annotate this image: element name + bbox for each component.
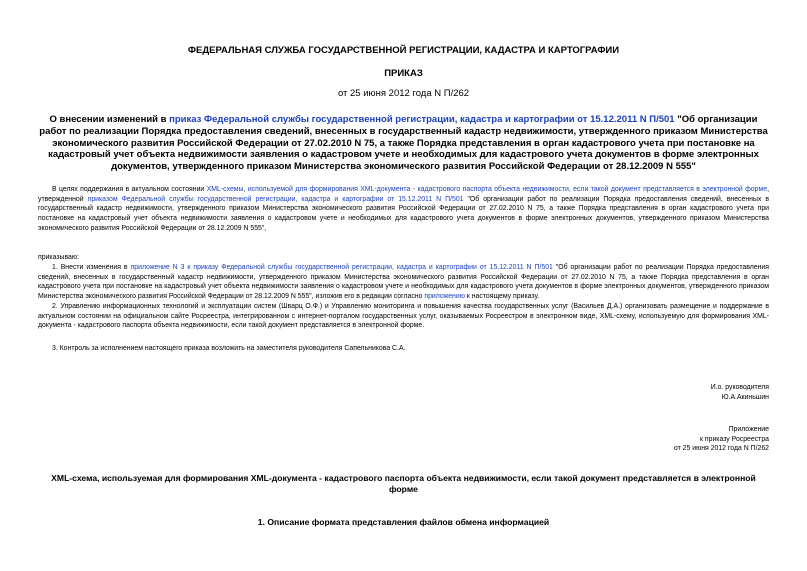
section-1-title: 1. Описание формата представления файлов обмена информацией	[257, 517, 550, 527]
signature-name: Ю.А.Акиньшин	[721, 393, 769, 401]
item1-text-3: к настоящему приказу.	[464, 293, 540, 301]
order-title	[38, 114, 769, 173]
appendix-line-3: от 25 июня 2012 года N П/262	[673, 445, 769, 453]
orders-word: приказываю:	[38, 254, 79, 261]
order-date-line: от 25 июня 2012 года N П/262	[337, 88, 470, 99]
title-prefix: О внесении изменений в	[49, 114, 170, 125]
signature-block	[711, 383, 769, 402]
preamble-paragraph	[38, 185, 769, 234]
order-item-3: 3. Контроль за исполнением настоящего приказа возложить на заместителя руководителя Сапельникова С.А.	[52, 345, 406, 352]
item1-text-2: "Об организации работ по реализации Порядка предоставления сведений, внесенных в государственный кадастр недвижимости, утвержденного приказом Министерства экономического развития Российской Федерации от 27.02.2010 N 75, а также Порядка представления в орган кадастрового учета при постановке на кадастровый учет объекта недвижимости заявления о кадастровом учете и необходимых для кадастрового учета документов в форме электронных документов, утвержденного приказом Министерства экономического развития Российской Федерации от 28.12.2009 N 555", изложив его в редакции согласно	[38, 264, 769, 301]
schema-title: XML-схема, используемая для формирования XML-документа - кадастрового паспорта объекта недвижимости, если такой документ представляется в электронной форме	[51, 473, 756, 494]
preamble-text-3: "Об организации работ по реализации Порядка предоставления сведений, внесенных в государственный кадастр недвижимости, утвержденного приказом Министерства экономического развития Российской Федерации от 27.02.2010 N 75, а также Порядка представления в орган кадастрового учета при постановке на кадастровый учет объекта недвижимости заявления о кадастровом учете и необходимых для кадастрового учета документов в форме электронных документов, утвержденного приказом Министерства экономического развития Российской Федерации от 28.12.2009 N 555",	[38, 195, 769, 232]
item1-link-appendix[interactable]: приложению	[424, 293, 465, 301]
preamble-text-2: , утвержденной	[38, 186, 769, 203]
appendix-line-1: Приложение	[728, 426, 769, 433]
preamble-link-xml-schema[interactable]: XML-схемы, используемой для формирования XML-документа - кадастрового паспорта объекта недвижимости, если такой документ представляется в электронной форме	[206, 186, 768, 193]
title-rest: "Об организации работ по реализации Порядка предоставления сведений, внесенных в государственный кадастр недвижимости, утвержденного приказом Министерства экономического развития Российской Федерации от 27.02.2010 N 75, а также Порядка представления в орган кадастрового учета при постановке на кадастровый учет объекта недвижимости заявления о кадастровом учете и необходимых для кадастрового учета документов в форме электронных документов, утвержденного приказом Министерства экономического развития Российской Федерации от 28.12.2009 N 555"	[39, 114, 768, 173]
agency-heading: ФЕДЕРАЛЬНАЯ СЛУЖБА ГОСУДАРСТВЕННОЙ РЕГИСТРАЦИИ, КАДАСТРА И КАРТОГРАФИИ	[187, 45, 620, 56]
preamble-link-order-501[interactable]: приказом Федеральной службы государственной регистрации, кадастра и картографии от 15.12.2011 N П/501	[87, 195, 464, 203]
doc-type-heading: ПРИКАЗ	[384, 68, 423, 79]
appendix-block	[674, 425, 769, 454]
signature-role: И.о. руководителя	[710, 384, 769, 391]
item1-text-1: 1. Внести изменения в	[52, 264, 131, 271]
order-item-2: 2. Управлению информационных технологий и эксплуатации систем (Шварц О.Ф.) и Управлению мониторинга и повышения качества государственных услуг (Васильев Д.А.) организовать размещение и поддержание в актуальном состоянии на официальном сайте Росреестра, интегрированном с интернет-порталом государственных услуг, оказываемых Росреестром в электронном виде, XML-схему, используемую для формирования XML-документа - кадастрового паспорта объекта недвижимости, если такой документ представляется в электронной форме.	[38, 303, 769, 330]
order-item-1	[38, 263, 769, 302]
preamble-text-1: В целях поддержания в актуальном состоянии	[52, 186, 207, 193]
item1-link-appendix3[interactable]: приложение N 3 к приказу Федеральной службы государственной регистрации, кадастра и картографии от 15.12.2011 N П/501	[130, 264, 553, 271]
title-link-order-501[interactable]: приказ Федеральной службы государственной регистрации, кадастра и картографии от 15.12.2011 N П/501	[169, 114, 675, 125]
appendix-line-2: к приказу Росреестра	[699, 435, 769, 443]
